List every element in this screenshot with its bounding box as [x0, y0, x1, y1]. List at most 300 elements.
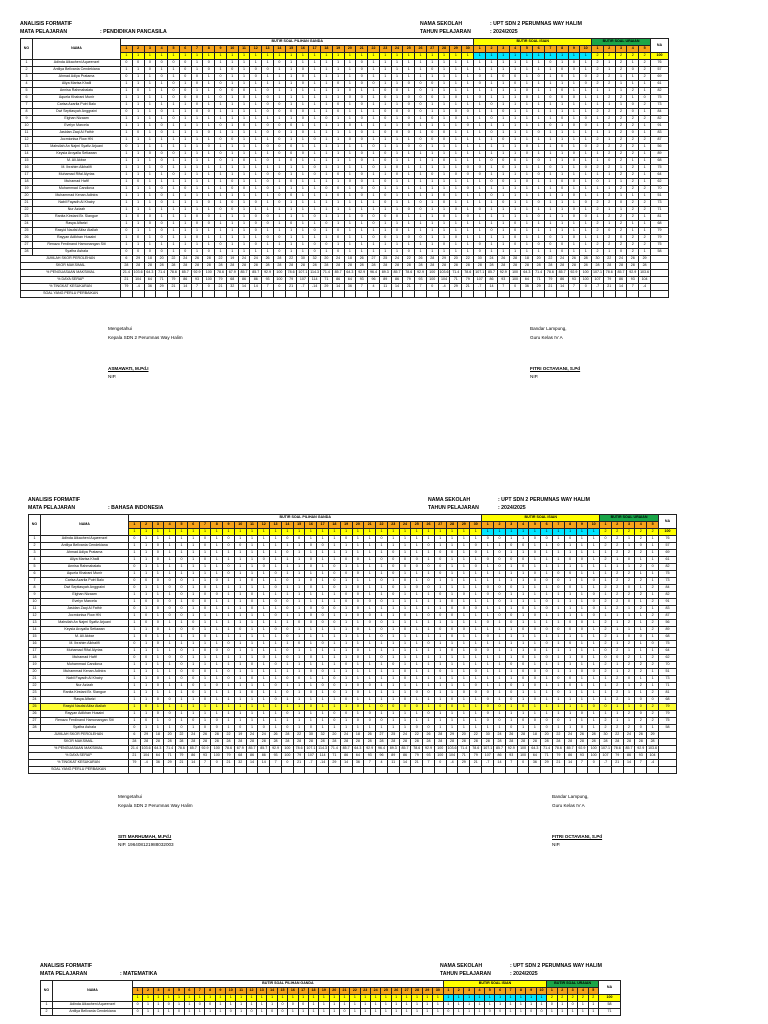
- answer-cell: 0: [615, 235, 627, 242]
- answer-cell: 1: [364, 564, 376, 571]
- answer-cell: 0: [246, 592, 258, 599]
- answer-cell: 1: [281, 669, 293, 676]
- student-name: Mahsilah An Najmi Syafiz Arjuani: [41, 620, 129, 627]
- table-row: [21, 102, 669, 109]
- answer-cell: 0: [288, 1002, 298, 1009]
- answer-cell: 1: [226, 214, 238, 221]
- answer-cell: 1: [544, 158, 556, 165]
- answer-cell: 1: [529, 585, 541, 592]
- table-row: [21, 186, 669, 193]
- answer-cell: 1: [199, 627, 211, 634]
- answer-cell: 0: [129, 578, 141, 585]
- answer-cell: 1: [215, 102, 227, 109]
- answer-cell: 1: [474, 158, 486, 165]
- answer-cell: 1: [470, 578, 482, 585]
- question-weight: 1: [250, 53, 262, 60]
- student-no: 14: [29, 627, 41, 634]
- answer-cell: 1: [615, 102, 627, 109]
- answer-cell: 1: [285, 81, 297, 88]
- answer-cell: 0: [474, 81, 486, 88]
- answer-cell: 0: [517, 676, 529, 683]
- answer-cell: 0: [411, 585, 423, 592]
- answer-cell: 1: [556, 158, 568, 165]
- answer-cell: 0: [187, 620, 199, 627]
- summary-cell: 64: [352, 753, 364, 760]
- answer-cell: 0: [234, 627, 246, 634]
- summary-cell: 14: [494, 760, 506, 767]
- answer-cell: 1: [129, 676, 141, 683]
- answer-cell: 1: [580, 137, 592, 144]
- answer-cell: 0: [544, 165, 556, 172]
- answer-cell: 0: [152, 711, 164, 718]
- answer-cell: 0: [474, 172, 486, 179]
- answer-cell: 0: [203, 249, 215, 256]
- summary-cell: 21.4: [121, 270, 133, 277]
- student-name: Rasya Alfarizi: [33, 221, 121, 228]
- final-score: 58: [658, 725, 676, 732]
- answer-cell: 2: [592, 249, 604, 256]
- answer-cell: 2: [592, 137, 604, 144]
- answer-cell: 1: [317, 599, 329, 606]
- answer-cell: 1: [344, 214, 356, 221]
- answer-cell: 1: [121, 95, 133, 102]
- answer-cell: 1: [317, 564, 329, 571]
- answer-cell: 0: [403, 81, 415, 88]
- final-score: 75: [658, 641, 676, 648]
- summary-cell: [552, 767, 564, 774]
- answer-cell: 1: [517, 536, 529, 543]
- answer-cell: 0: [262, 221, 274, 228]
- answer-cell: 1: [340, 564, 352, 571]
- answer-cell: 1: [211, 627, 223, 634]
- answer-cell: 1: [474, 214, 486, 221]
- answer-cell: 1: [470, 697, 482, 704]
- answer-cell: 0: [494, 599, 506, 606]
- answer-cell: 0: [187, 676, 199, 683]
- answer-cell: 1: [509, 179, 521, 186]
- answer-cell: 0: [438, 130, 450, 137]
- answer-cell: 0: [129, 725, 141, 732]
- question-weight: 1: [536, 995, 546, 1002]
- question-weight: 1: [391, 53, 403, 60]
- answer-cell: 1: [505, 648, 517, 655]
- answer-cell: 1: [494, 634, 506, 641]
- answer-cell: 2: [627, 214, 639, 221]
- answer-cell: 1: [647, 557, 659, 564]
- answer-cell: 1: [319, 1009, 329, 1016]
- question-number: 28: [412, 988, 422, 995]
- summary-cell: 0: [509, 284, 521, 291]
- answer-cell: 1: [368, 249, 380, 256]
- answer-cell: 1: [238, 228, 250, 235]
- answer-cell: 1: [356, 88, 368, 95]
- summary-cell: 24: [179, 256, 191, 263]
- answer-cell: 1: [156, 214, 168, 221]
- answer-cell: 0: [462, 186, 474, 193]
- answer-cell: 1: [434, 585, 446, 592]
- summary-cell: 100: [517, 753, 529, 760]
- final-score: 56: [650, 144, 668, 151]
- answer-cell: 1: [368, 60, 380, 67]
- answer-cell: 1: [223, 711, 235, 718]
- answer-cell: 0: [376, 634, 388, 641]
- answer-cell: 1: [364, 536, 376, 543]
- student-no: 6: [29, 571, 41, 578]
- summary-cell: 29: [541, 760, 553, 767]
- answer-cell: 0: [368, 81, 380, 88]
- student-no: 25: [29, 704, 41, 711]
- answer-cell: 0: [305, 606, 317, 613]
- answer-cell: 1: [635, 557, 647, 564]
- answer-cell: 1: [257, 1002, 267, 1009]
- answer-cell: 0: [352, 718, 364, 725]
- summary-cell: [399, 767, 411, 774]
- answer-cell: 1: [305, 599, 317, 606]
- question-number: 27: [434, 522, 446, 529]
- answer-cell: 1: [399, 662, 411, 669]
- answer-cell: 1: [426, 158, 438, 165]
- answer-cell: 1: [446, 676, 458, 683]
- question-weight: 1: [517, 529, 529, 536]
- answer-cell: 2: [615, 116, 627, 123]
- summary-cell: [309, 291, 321, 298]
- answer-cell: 1: [317, 655, 329, 662]
- question-weight: 1: [474, 53, 486, 60]
- answer-cell: 1: [258, 627, 270, 634]
- table-row: [29, 585, 677, 592]
- summary-cell: [164, 767, 176, 774]
- answer-cell: 1: [423, 550, 435, 557]
- summary-cell: 29: [458, 760, 470, 767]
- answer-cell: 1: [434, 711, 446, 718]
- answer-cell: 1: [238, 102, 250, 109]
- summary-cell: [344, 291, 356, 298]
- answer-cell: 0: [140, 578, 152, 585]
- summary-cell: 78.6: [544, 270, 556, 277]
- question-number: 24: [399, 522, 411, 529]
- answer-cell: 1: [203, 242, 215, 249]
- answer-cell: 1: [132, 151, 144, 158]
- answer-cell: 0: [462, 214, 474, 221]
- question-number: 3: [615, 46, 627, 53]
- summary-cell: 28: [285, 263, 297, 270]
- answer-cell: 1: [293, 550, 305, 557]
- answer-cell: 0: [505, 613, 517, 620]
- table-row: [21, 249, 669, 256]
- answer-cell: 0: [174, 1009, 184, 1016]
- answer-cell: 1: [474, 130, 486, 137]
- answer-cell: 2: [627, 186, 639, 193]
- answer-cell: 1: [615, 74, 627, 81]
- answer-cell: 1: [521, 186, 533, 193]
- question-weight: 1: [317, 529, 329, 536]
- answer-cell: 1: [329, 725, 341, 732]
- answer-cell: 1: [426, 249, 438, 256]
- answer-cell: 1: [423, 697, 435, 704]
- answer-cell: 1: [536, 1002, 546, 1009]
- answer-cell: 1: [364, 669, 376, 676]
- answer-cell: 0: [423, 725, 435, 732]
- answer-cell: 1: [552, 613, 564, 620]
- question-weight: 1: [450, 53, 462, 60]
- answer-cell: 0: [552, 718, 564, 725]
- answer-cell: 1: [544, 214, 556, 221]
- answer-cell: 1: [258, 683, 270, 690]
- answer-cell: 1: [317, 662, 329, 669]
- student-no: 16: [21, 165, 33, 172]
- answer-cell: 1: [462, 242, 474, 249]
- answer-cell: 1: [262, 242, 274, 249]
- question-number: 8: [203, 46, 215, 53]
- answer-cell: 1: [568, 165, 580, 172]
- sign-mengetahui: Mengetahui: [108, 326, 133, 331]
- question-weight: 1: [580, 53, 592, 60]
- answer-cell: 2: [623, 571, 635, 578]
- answer-cell: 0: [423, 564, 435, 571]
- summary-cell: 85.7: [391, 270, 403, 277]
- answer-cell: 1: [273, 179, 285, 186]
- answer-cell: 1: [552, 592, 564, 599]
- answer-cell: 1: [580, 88, 592, 95]
- answer-cell: 1: [533, 151, 545, 158]
- answer-cell: 1: [144, 235, 156, 242]
- answer-cell: 1: [470, 627, 482, 634]
- answer-cell: 0: [379, 193, 391, 200]
- final-score: 79: [658, 704, 676, 711]
- answer-cell: 0: [564, 585, 576, 592]
- answer-cell: 1: [258, 599, 270, 606]
- question-number: 1: [129, 522, 141, 529]
- table-row: [29, 578, 677, 585]
- student-name: Rasyid Naufal Alfaz Atallah: [33, 228, 121, 235]
- answer-cell: 1: [556, 165, 568, 172]
- answer-cell: 0: [273, 249, 285, 256]
- answer-cell: 0: [434, 592, 446, 599]
- answer-cell: 0: [168, 81, 180, 88]
- answer-cell: 1: [556, 214, 568, 221]
- answer-cell: 1: [580, 221, 592, 228]
- answer-cell: 1: [462, 193, 474, 200]
- answer-cell: 1: [281, 543, 293, 550]
- answer-cell: 1: [450, 60, 462, 67]
- answer-cell: 1: [415, 130, 427, 137]
- answer-cell: 1: [285, 235, 297, 242]
- answer-cell: 0: [426, 172, 438, 179]
- answer-cell: 1: [576, 613, 588, 620]
- summary-cell: 85.7: [340, 746, 352, 753]
- answer-cell: 1: [580, 172, 592, 179]
- answer-cell: 1: [623, 718, 635, 725]
- answer-cell: 1: [450, 67, 462, 74]
- answer-cell: 1: [379, 137, 391, 144]
- answer-cell: 1: [482, 683, 494, 690]
- student-no: 18: [29, 655, 41, 662]
- answer-cell: 1: [376, 697, 388, 704]
- answer-cell: 1: [321, 193, 333, 200]
- answer-cell: 1: [462, 144, 474, 151]
- answer-cell: 1: [403, 74, 415, 81]
- answer-cell: 1: [379, 81, 391, 88]
- answer-cell: 0: [273, 151, 285, 158]
- answer-cell: 1: [556, 60, 568, 67]
- answer-cell: 0: [482, 690, 494, 697]
- answer-cell: 0: [391, 165, 403, 172]
- answer-cell: 2: [615, 214, 627, 221]
- student-name: Rayyan Adikhan Husaini: [41, 711, 129, 718]
- answer-cell: 0: [635, 725, 647, 732]
- answer-cell: 2: [647, 585, 659, 592]
- answer-cell: 1: [497, 67, 509, 74]
- answer-cell: 2: [611, 599, 623, 606]
- answer-cell: 1: [234, 571, 246, 578]
- answer-cell: 1: [121, 235, 133, 242]
- summary-cell: [639, 291, 651, 298]
- answer-cell: 1: [592, 102, 604, 109]
- answer-cell: 0: [156, 235, 168, 242]
- answer-cell: 1: [144, 102, 156, 109]
- summary-cell: 89.3: [387, 746, 399, 753]
- summary-cell: 28: [588, 732, 600, 739]
- answer-cell: 0: [215, 123, 227, 130]
- answer-cell: 0: [273, 137, 285, 144]
- answer-cell: 0: [387, 592, 399, 599]
- answer-cell: 0: [486, 193, 498, 200]
- answer-cell: 1: [521, 130, 533, 137]
- answer-cell: 0: [438, 158, 450, 165]
- summary-cell: 30: [482, 732, 494, 739]
- answer-cell: 1: [184, 1002, 194, 1009]
- table-row: [21, 200, 669, 207]
- answer-cell: 1: [486, 186, 498, 193]
- summary-cell: [450, 291, 462, 298]
- summary-cell: 103.6: [132, 270, 144, 277]
- answer-cell: 1: [168, 221, 180, 228]
- summary-cell: 0: [281, 760, 293, 767]
- answer-cell: 0: [270, 662, 282, 669]
- answer-cell: 1: [344, 109, 356, 116]
- answer-cell: 1: [215, 144, 227, 151]
- student-no: 6: [21, 95, 33, 102]
- answer-cell: 1: [309, 130, 321, 137]
- answer-cell: 1: [482, 669, 494, 676]
- answer-cell: 1: [238, 130, 250, 137]
- answer-cell: 0: [415, 95, 427, 102]
- answer-cell: 0: [387, 564, 399, 571]
- answer-cell: 0: [458, 690, 470, 697]
- question-weight: 1: [288, 995, 298, 1002]
- answer-cell: 1: [497, 207, 509, 214]
- answer-cell: 1: [603, 207, 615, 214]
- answer-cell: 1: [211, 711, 223, 718]
- answer-cell: 1: [226, 193, 238, 200]
- answer-cell: 0: [262, 235, 274, 242]
- summary-cell: 71: [329, 753, 341, 760]
- answer-cell: 0: [541, 669, 553, 676]
- answer-cell: 1: [144, 109, 156, 116]
- summary-cell: 20: [164, 732, 176, 739]
- answer-cell: 1: [164, 641, 176, 648]
- answer-cell: 0: [588, 578, 600, 585]
- answer-cell: 1: [391, 151, 403, 158]
- student-no: 11: [21, 130, 33, 137]
- summary-cell: 114.3: [317, 746, 329, 753]
- answer-cell: 1: [446, 571, 458, 578]
- answer-cell: 1: [588, 634, 600, 641]
- answer-cell: 1: [270, 634, 282, 641]
- answer-cell: 2: [647, 599, 659, 606]
- answer-cell: 1: [470, 655, 482, 662]
- summary-cell: 29: [446, 732, 458, 739]
- answer-cell: 1: [305, 697, 317, 704]
- answer-cell: 1: [379, 74, 391, 81]
- answer-cell: 1: [187, 634, 199, 641]
- answer-cell: 1: [191, 179, 203, 186]
- answer-cell: 0: [521, 151, 533, 158]
- answer-cell: 1: [450, 193, 462, 200]
- answer-cell: 1: [450, 144, 462, 151]
- answer-cell: 0: [234, 725, 246, 732]
- answer-cell: 1: [529, 606, 541, 613]
- answer-cell: 1: [486, 249, 498, 256]
- answer-cell: 0: [156, 130, 168, 137]
- answer-cell: 1: [144, 130, 156, 137]
- answer-cell: 0: [191, 109, 203, 116]
- summary-cell: [592, 291, 604, 298]
- student-name: Ahmad Adiya Pratama: [41, 550, 129, 557]
- answer-cell: 0: [340, 697, 352, 704]
- summary-cell: 100: [203, 270, 215, 277]
- answer-cell: 1: [344, 60, 356, 67]
- answer-cell: 1: [474, 179, 486, 186]
- answer-cell: 0: [144, 221, 156, 228]
- answer-cell: 1: [423, 676, 435, 683]
- summary-cell: 29: [132, 256, 144, 263]
- answer-cell: 1: [541, 648, 553, 655]
- summary-cell: 14: [332, 284, 344, 291]
- summary-cell: 26: [635, 732, 647, 739]
- question-number: 5: [529, 522, 541, 529]
- answer-cell: 1: [164, 683, 176, 690]
- answer-cell: 1: [509, 165, 521, 172]
- summary-cell: 28: [246, 739, 258, 746]
- answer-cell: 1: [129, 599, 141, 606]
- answer-cell: 1: [211, 676, 223, 683]
- question-number: 21: [356, 46, 368, 53]
- answer-cell: 1: [258, 634, 270, 641]
- question-weight: 1: [516, 995, 526, 1002]
- summary-cell: -7: [482, 760, 494, 767]
- answer-cell: 1: [140, 550, 152, 557]
- answer-cell: 1: [352, 550, 364, 557]
- summary-cell: 14: [615, 284, 627, 291]
- summary-cell: 71.4: [541, 746, 553, 753]
- answer-cell: 1: [391, 193, 403, 200]
- summary-cell: 22: [603, 256, 615, 263]
- summary-cell: 100: [273, 277, 285, 284]
- question-weight: 1: [262, 53, 274, 60]
- question-weight: 1: [529, 529, 541, 536]
- answer-cell: 1: [462, 235, 474, 242]
- answer-cell: 0: [446, 697, 458, 704]
- answer-cell: 0: [552, 578, 564, 585]
- answer-cell: 1: [321, 81, 333, 88]
- question-number: 27: [401, 988, 411, 995]
- question-number: 25: [411, 522, 423, 529]
- answer-cell: 1: [415, 221, 427, 228]
- answer-cell: 2: [611, 592, 623, 599]
- student-no: 2: [21, 67, 33, 74]
- answer-cell: 0: [285, 158, 297, 165]
